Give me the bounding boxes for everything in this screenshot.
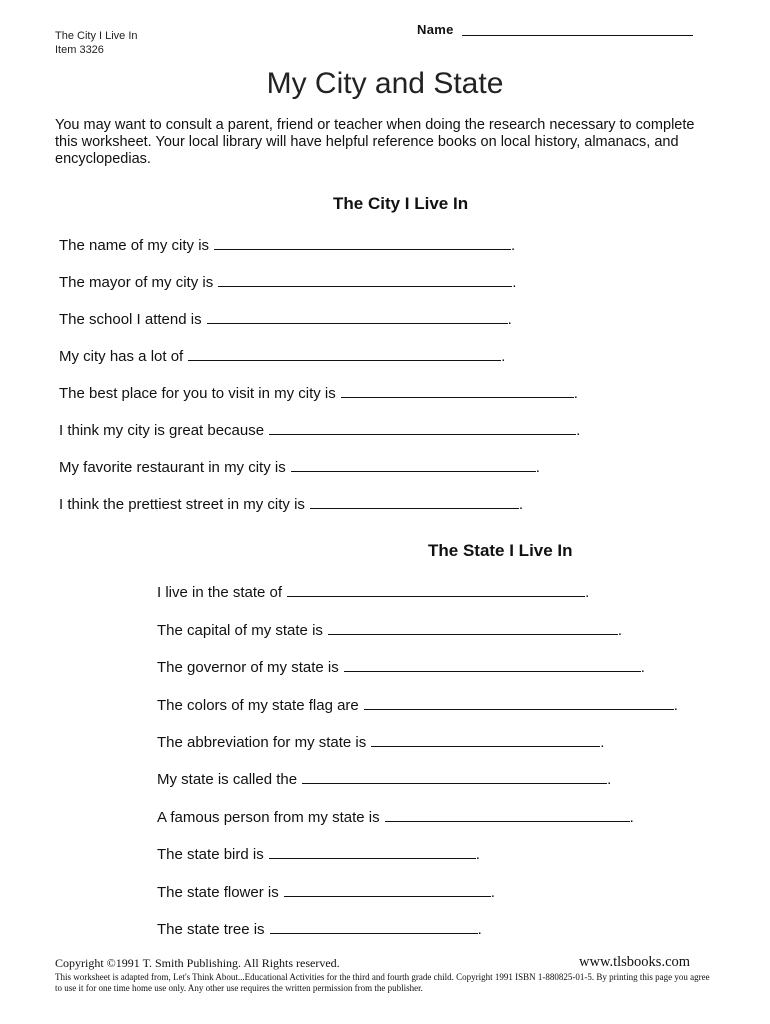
state-question-label: The abbreviation for my state is <box>157 734 367 751</box>
answer-blank[interactable] <box>269 857 476 859</box>
period: . <box>576 422 581 439</box>
header-item-number: Item 3326 <box>55 44 104 56</box>
page-title: My City and State <box>266 67 504 100</box>
answer-blank[interactable] <box>371 745 600 747</box>
header-series-title: The City I Live In <box>55 30 138 42</box>
state-question-label: My state is called the <box>157 771 298 788</box>
city-question-row <box>59 419 580 439</box>
copyright-notice: Copyright ©1991 T. Smith Publishing. All Rights reserved. <box>55 956 340 970</box>
state-section-heading: The State I Live In <box>428 541 573 560</box>
name-label: Name <box>417 22 454 37</box>
period: . <box>585 584 590 601</box>
name-field[interactable] <box>462 35 693 36</box>
city-question-label: My favorite restaurant in my city is <box>59 459 286 476</box>
answer-blank[interactable] <box>269 433 576 435</box>
city-question-row <box>59 345 505 365</box>
city-question-row <box>59 308 512 328</box>
state-question-row <box>157 581 589 601</box>
state-question-label: I live in the state of <box>157 584 283 601</box>
state-question-label: The state tree is <box>157 921 265 938</box>
city-question-row <box>59 456 540 476</box>
state-question-label: The state flower is <box>157 884 279 901</box>
city-question-label: I think my city is great because <box>59 422 265 439</box>
city-question-row <box>59 493 523 513</box>
state-question-row <box>157 881 495 901</box>
answer-blank[interactable] <box>328 633 618 635</box>
state-question-label: The governor of my state is <box>157 659 339 676</box>
period: . <box>607 771 612 788</box>
city-section-heading: The City I Live In <box>333 194 469 213</box>
state-question-row <box>157 656 645 676</box>
period: . <box>475 846 480 863</box>
period: . <box>673 697 678 714</box>
state-question-row <box>157 731 604 751</box>
answer-blank[interactable] <box>218 285 512 287</box>
answer-blank[interactable] <box>291 470 536 472</box>
period: . <box>640 659 645 676</box>
answer-blank[interactable] <box>341 396 574 398</box>
period: . <box>490 884 495 901</box>
state-question-row <box>157 843 480 863</box>
state-question-label: The colors of my state flag are <box>157 697 359 714</box>
state-question-label: The state bird is <box>157 846 264 863</box>
answer-blank[interactable] <box>344 670 641 672</box>
period: . <box>600 734 605 751</box>
city-question-label: My city has a lot of <box>59 348 184 365</box>
period: . <box>629 809 634 826</box>
intro-paragraph: You may want to consult a parent, friend or teacher when doing the research necessary to complete this worksheet. Your local library will have helpful reference books on local history, almanacs, and encyclopedias. <box>55 117 695 167</box>
worksheet-header <box>55 29 138 57</box>
period: . <box>507 311 512 328</box>
city-question-row <box>59 234 515 254</box>
period: . <box>477 921 482 938</box>
answer-blank[interactable] <box>364 708 674 710</box>
city-question-row <box>59 382 578 402</box>
answer-blank[interactable] <box>287 595 585 597</box>
website-url: www.tlsbooks.com <box>579 954 691 970</box>
answer-blank[interactable] <box>284 895 491 897</box>
state-question-row <box>157 918 482 938</box>
usage-fine-print: This worksheet is adapted from, Let's Think About...Educational Activities for the third and fourth grade child. Copyright 1991 ISBN 1-880825-01-5. By printing this page you agree to use it for one time home use only. Any other use requires the written permission from the publisher. <box>55 972 710 993</box>
answer-blank[interactable] <box>207 322 508 324</box>
period: . <box>573 385 578 402</box>
state-question-row <box>157 619 622 639</box>
period: . <box>617 622 623 639</box>
period: . <box>518 496 524 513</box>
state-question-row <box>157 768 611 788</box>
answer-blank[interactable] <box>310 507 519 509</box>
state-question-label: The capital of my state is <box>157 622 323 639</box>
city-question-label: The best place for you to visit in my city is <box>59 385 336 402</box>
answer-blank[interactable] <box>188 359 501 361</box>
state-question-row <box>157 806 634 826</box>
period: . <box>511 237 516 254</box>
answer-blank[interactable] <box>385 820 630 822</box>
period: . <box>512 274 517 291</box>
state-question-label: A famous person from my state is <box>157 809 380 826</box>
city-question-row <box>59 271 516 291</box>
city-question-label: The name of my city is <box>59 237 210 254</box>
city-question-label: The school I attend is <box>59 311 202 328</box>
answer-blank[interactable] <box>302 782 607 784</box>
answer-blank[interactable] <box>270 932 478 934</box>
period: . <box>501 348 506 365</box>
city-question-label: I think the prettiest street in my city is <box>59 496 305 513</box>
answer-blank[interactable] <box>214 248 511 250</box>
city-question-label: The mayor of my city is <box>59 274 214 291</box>
state-question-row <box>157 694 678 714</box>
period: . <box>535 459 540 476</box>
